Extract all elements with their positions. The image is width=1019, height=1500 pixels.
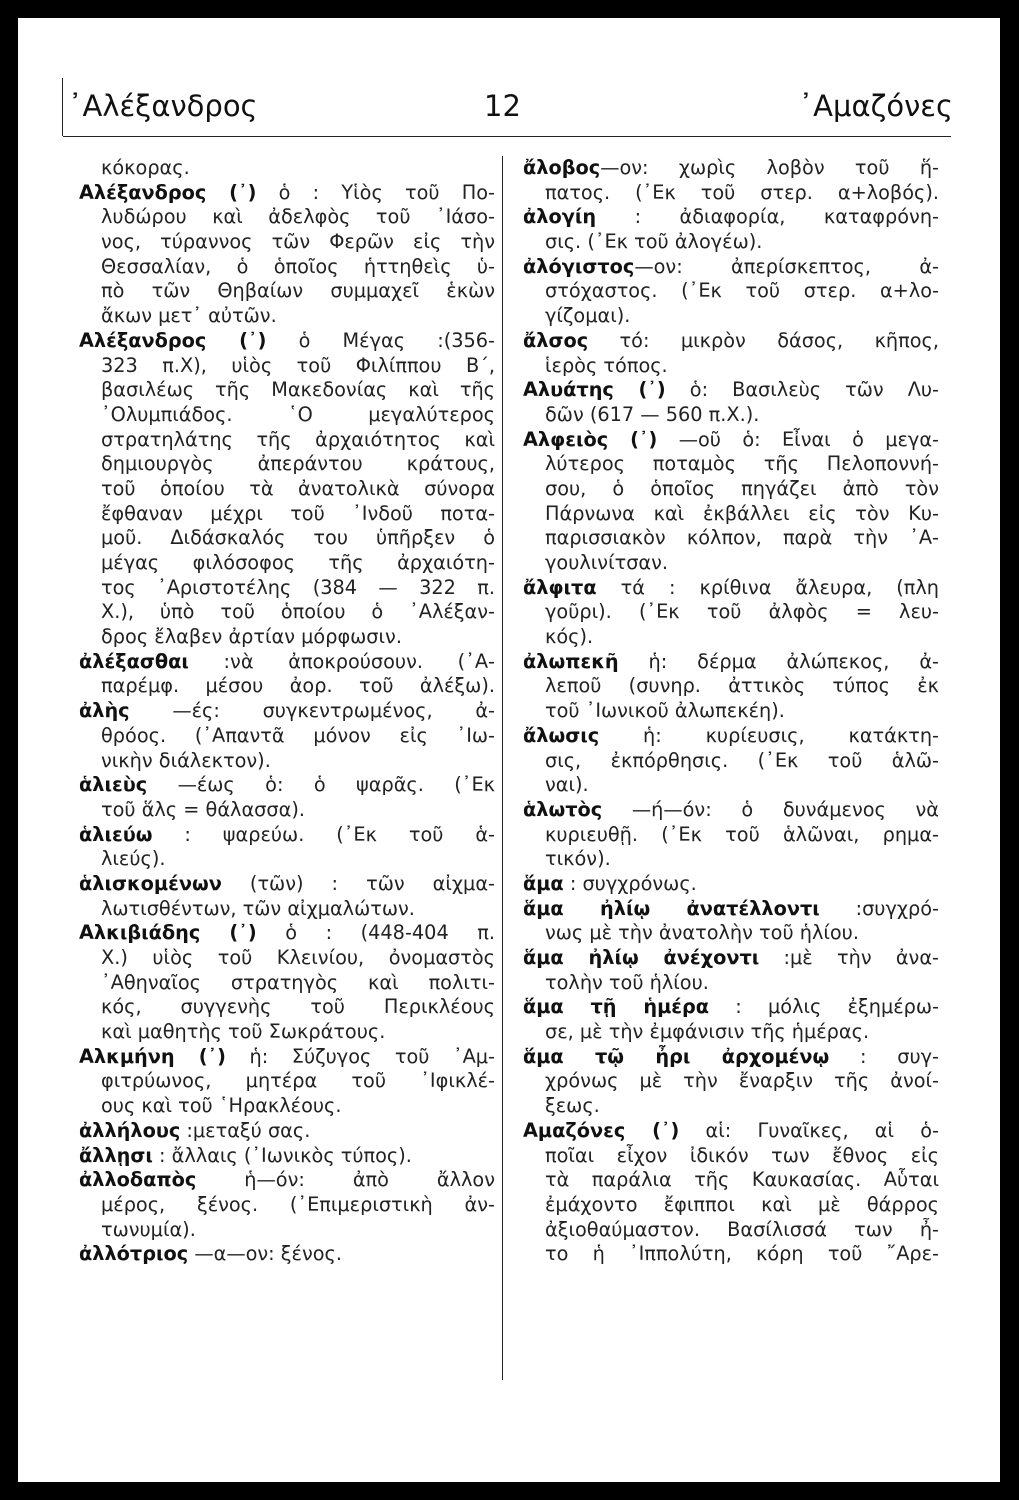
header-rule — [63, 136, 951, 137]
entry-text: μέγας φιλόσοφος τῆς ἀρχαιότη- — [101, 551, 495, 574]
entry-continuation-line — [79, 452, 495, 477]
dictionary-entry — [523, 428, 939, 453]
entry-continuation-line — [523, 674, 939, 699]
entry-continuation-line — [79, 576, 495, 601]
entry-text: ἡ: κυρίευσις, κατάκτη- — [599, 723, 939, 747]
entry-continuation-line — [79, 255, 495, 280]
dictionary-entry — [523, 329, 939, 354]
entry-text: :νὰ ἀποκρούσουν. (᾿Α- — [188, 649, 495, 673]
entry-continuation-line — [523, 971, 939, 996]
dictionary-entry — [523, 724, 939, 749]
entry-text: :μεταξύ σας. — [180, 1118, 311, 1142]
entry-text: Χ.) υἱὸς τοῦ Κλεινίου, ὀνομαστὸς — [101, 946, 495, 969]
dictionary-entry — [79, 699, 495, 724]
entry-continuation-line — [79, 1069, 495, 1094]
dictionary-entry — [79, 181, 495, 206]
entry-text: τοῦ ὁποίου τὰ ἀνατολικὰ σύνορα — [101, 476, 495, 500]
entry-continuation-line — [523, 1069, 939, 1094]
entry-continuation-line — [79, 1218, 495, 1243]
running-head-right: ᾿Αμαζόνες — [798, 89, 953, 123]
entry-continuation-line — [523, 403, 939, 428]
entry-text: ᾿Αθηναῖος στρατηγὸς καὶ πολιτι- — [101, 970, 495, 994]
entry-text: δημιουργὸς ἀπεράντου κράτους, — [101, 452, 495, 476]
entry-continuation-line — [79, 551, 495, 576]
entry-headword: ἄλωσις — [523, 723, 600, 747]
entry-headword: Αλέξανδρος (᾿) — [79, 328, 267, 352]
entry-continuation-line — [523, 526, 939, 551]
entry-continuation-line — [523, 1020, 939, 1045]
entry-text: ποῖαι εἶχον ἰδικόν των ἔθνος εἰς — [545, 1143, 939, 1167]
entry-headword: Αλκιβιάδης (᾿) — [79, 921, 257, 945]
entry-text: μοῦ. Διδάσκαλός του ὑπῆρξεν ὁ — [101, 526, 495, 550]
entry-continuation-line — [79, 749, 495, 774]
dictionary-entry — [79, 1168, 495, 1193]
entry-continuation-line — [523, 921, 939, 946]
entry-headword: ἁλισκομένων — [79, 871, 222, 895]
entry-text: τοῦ ἅλς = θάλασσα). — [101, 797, 305, 821]
entry-headword: ἀλλήλους — [79, 1118, 181, 1142]
entry-headword: ἀλόγιστος — [523, 254, 635, 278]
entry-text: γουλινίτσαν. — [545, 551, 669, 574]
entry-text: ἡ: δέρμα ἀλώπεκος, ἀ- — [618, 649, 939, 673]
dictionary-entry — [79, 650, 495, 675]
entry-continuation-line — [523, 625, 939, 650]
entry-text: δρος ἔλαβεν ἀρτίαν μόρφωσιν. — [101, 625, 402, 649]
entry-continuation-line — [523, 477, 939, 502]
entry-text: :συγχρό- — [819, 896, 939, 920]
dictionary-entry — [79, 1242, 495, 1267]
entry-headword: ἀλωπεκῆ — [523, 649, 619, 673]
entry-headword: Αλκμήνη (᾿) — [79, 1044, 226, 1068]
entry-text: στόχαστος. (᾿Εκ τοῦ στερ. α+λο- — [545, 279, 939, 303]
entry-continuation-line — [523, 452, 939, 477]
entry-text: : συγ- — [829, 1044, 939, 1068]
entry-text: παρέμφ. μέσου ἀορ. τοῦ ἀλέξω). — [101, 674, 495, 698]
entry-headword: ἄλσος — [523, 328, 589, 352]
entry-continuation-line — [523, 1168, 939, 1193]
entry-headword: ἄλλῃσι — [79, 1143, 153, 1167]
entry-text: τὰ παράλια τῆς Καυκασίας. Αὗται — [545, 1168, 939, 1192]
entry-headword: ἀλογίη — [523, 205, 597, 229]
entry-text: ὁ : (448-404 π. — [256, 921, 495, 945]
entry-text: ἱερὸς τόπος. — [545, 353, 668, 377]
entry-continuation-line — [79, 674, 495, 699]
entry-continuation-line — [79, 971, 495, 996]
entry-text: πατος. (᾿Εκ τοῦ στερ. α+λοβός). — [545, 180, 939, 204]
entry-text: θρόος. (᾿Απαντᾶ μόνον εἰς ᾿Ιω- — [101, 723, 495, 747]
page-number: 12 — [484, 89, 521, 123]
entry-text: ἡ: Σύζυγος τοῦ ᾿Αμ- — [226, 1044, 495, 1068]
entry-text: : συγχρόνως. — [563, 871, 697, 895]
entry-continuation-line — [79, 724, 495, 749]
entry-continuation-line — [79, 230, 495, 255]
dictionary-entry — [523, 1119, 939, 1144]
entry-continuation-line — [523, 600, 939, 625]
entry-headword: Αλφειὸς (᾿) — [523, 427, 658, 451]
dictionary-entry — [523, 995, 939, 1020]
entry-text: —έως ὁ: ὁ ψαρᾶς. (᾿Εκ — [147, 773, 495, 797]
entry-text: : ἀδιαφορία, καταφρόνη- — [596, 205, 939, 229]
entry-text: το ἡ ᾿Ιππολύτη, κόρη τοῦ ῎Αρε- — [545, 1242, 939, 1266]
entry-continuation-line — [79, 477, 495, 502]
entry-text: νικὴν διάλεκτον). — [101, 748, 271, 772]
entry-continuation-line — [79, 378, 495, 403]
column-divider — [502, 156, 503, 1380]
entry-continuation-line — [523, 749, 939, 774]
dictionary-entry — [523, 650, 939, 675]
entry-headword: ἅμα τῇ ἡμέρα — [523, 995, 710, 1019]
entry-text: τολὴν τοῦ ἡλίου. — [545, 970, 709, 994]
entry-headword: ἀλὴς — [79, 699, 130, 723]
entry-continuation-line — [79, 502, 495, 527]
entry-text: νος, τύραννος τῶν Φερῶν εἰς τὴν — [101, 230, 495, 254]
entry-text: ἡ—όν: ἀπὸ ἄλλον — [196, 1168, 495, 1192]
entry-text: καὶ μαθητὴς τοῦ Σωκράτους. — [101, 1020, 386, 1044]
entry-text: —οῦ ὁ: Εἶναι ὁ μεγα- — [657, 427, 939, 451]
entry-text: στρατηλάτης τῆς ἀρχαιότητος καὶ — [101, 427, 495, 451]
entry-text: κόκορας. — [101, 156, 190, 179]
dictionary-entry — [523, 378, 939, 403]
entry-headword: ἅμα ἠλίῳ ἀνέχοντι — [523, 946, 760, 969]
entry-text: —ον: χωρὶς λοβὸν τοῦ ἥ- — [600, 156, 939, 179]
entry-continuation-line — [523, 279, 939, 304]
entry-text: ἀξιοθαύμαστον. Βασίλισσά των ἦ- — [545, 1217, 939, 1241]
entry-text: λιεύς). — [101, 847, 166, 871]
dictionary-entry — [79, 1045, 495, 1070]
entry-text: αἱ: Γυναῖκες, αἱ ὁ- — [679, 1118, 939, 1142]
entry-text: : μόλις ἐξημέρω- — [709, 995, 939, 1019]
entry-text: ὁ Μέγας :(356- — [266, 328, 495, 352]
entry-continuation-line — [79, 946, 495, 971]
dictionary-entry — [523, 897, 939, 922]
entry-text: —α—ον: ξένος. — [188, 1242, 342, 1266]
entry-text: λεποῦ (συνηρ. ἀττικὸς τύπος ἐκ — [545, 674, 939, 698]
dictionary-entry — [523, 946, 939, 971]
entry-text: —ή—όν: ὁ δυνάμενος νὰ — [602, 797, 939, 821]
entry-text: τος ᾿Αριστοτέλης (384 — 322 π. — [101, 575, 495, 599]
entry-text: τά : κρίθινα ἄλευρα, (πλη — [596, 575, 939, 599]
entry-text: φιτρύωνος, μητέρα τοῦ ᾿Ιφικλέ- — [101, 1069, 495, 1093]
dictionary-entry — [79, 823, 495, 848]
entry-continuation-line — [523, 1144, 939, 1169]
dictionary-entry — [523, 1045, 939, 1070]
entry-continuation-line — [523, 1094, 939, 1119]
entry-text: τό: μικρὸν δάσος, κῆπος, — [588, 328, 939, 352]
entry-text: ὁ: Βασιλεὺς τῶν Λυ- — [665, 378, 939, 402]
entry-text: ἔφθαναν μέχρι τοῦ ᾿Ινδοῦ ποτα- — [101, 501, 495, 525]
entry-text: : ψαρεύω. (᾿Εκ τοῦ ἁ- — [152, 822, 495, 846]
entry-continuation-line — [523, 304, 939, 329]
entry-text: 323 π.Χ), υἱὸς τοῦ Φιλίππου Β΄, — [101, 353, 495, 377]
entry-text: ἐμάχοντο ἔφιπποι καὶ μὲ θάρρος — [545, 1192, 939, 1216]
entry-continuation-line — [79, 897, 495, 922]
entry-headword: ἅμα — [523, 871, 564, 895]
dictionary-entry — [79, 329, 495, 354]
entry-continuation-line — [79, 1094, 495, 1119]
entry-text: σις. (᾿Εκ τοῦ ἀλογέω). — [545, 230, 763, 254]
header-tick-rule — [62, 78, 63, 136]
dictionary-entry — [523, 156, 939, 181]
entry-headword: ἁλιεὺς — [79, 773, 148, 797]
left-column — [79, 156, 495, 1267]
entry-text: κυριευθῇ. (᾿Εκ τοῦ ἁλῶναι, ρημα- — [545, 822, 939, 846]
entry-text: βασιλέως τῆς Μακεδονίας καὶ τῆς — [101, 378, 495, 402]
entry-text: ᾿Ολυμπιάδος. ῾Ο μεγαλύτερος — [101, 402, 495, 426]
entry-headword: ἅμα τῷ ἦρι ἀρχομένῳ — [523, 1044, 830, 1068]
dictionary-entry — [523, 576, 939, 601]
entry-text: χρόνως μὲ τὴν ἔναρξιν τῆς ἀνοί- — [545, 1069, 939, 1093]
dictionary-entry — [523, 205, 939, 230]
right-column — [523, 156, 939, 1267]
entry-continuation-line — [523, 1218, 939, 1243]
entry-text: ἄκων μετ᾿ αὐτῶν. — [101, 304, 277, 328]
entry-headword: ἄλφιτα — [523, 575, 597, 599]
entry-continuation-line — [79, 403, 495, 428]
entry-headword: ἄλοβος — [523, 156, 601, 179]
entry-text: (τῶν) : τῶν αἰχμα- — [221, 871, 495, 895]
entry-text: :μὲ τὴν ἀνα- — [759, 946, 939, 969]
entry-continuation-line — [79, 304, 495, 329]
entry-continuation-line — [79, 354, 495, 379]
dictionary-entry — [523, 255, 939, 280]
entry-continuation-line — [79, 1193, 495, 1218]
entry-continuation-line — [523, 551, 939, 576]
entry-text: παρισσιακὸν κόλπον, παρὰ τὴν ᾿Α- — [545, 526, 939, 550]
entry-text: σε, μὲ τὴν ἐμφάνισιν τῆς ἡμέρας. — [545, 1020, 870, 1044]
dictionary-entry — [79, 1119, 495, 1144]
entry-continuation-line — [523, 1242, 939, 1267]
entry-text: —ές: συγκεντρωμένος, ἀ- — [129, 699, 495, 723]
entry-text: σις, ἐκπόρθησις. (᾿Εκ τοῦ ἁλῶ- — [545, 748, 939, 772]
entry-continuation-line — [523, 230, 939, 255]
entry-continuation-line — [523, 699, 939, 724]
entry-text: τωνυμία). — [101, 1217, 196, 1241]
entry-headword: ἁλωτὸς — [523, 797, 603, 821]
entry-continuation-line — [79, 156, 495, 181]
entry-text: τικόν). — [545, 847, 611, 871]
entry-continuation-line — [79, 847, 495, 872]
entry-continuation-line — [523, 354, 939, 379]
entry-text: γοῦρι). (᾿Εκ τοῦ ἀλφὸς = λευ- — [545, 600, 939, 624]
entry-headword: Αμαζόνες (᾿) — [523, 1118, 680, 1142]
entry-text: σου, ὁ ὁποῖος πηγάζει ἀπὸ τὸν — [545, 476, 939, 500]
entry-text: λύτερος ποταμὸς τῆς Πελοποννή- — [545, 452, 939, 476]
entry-text: : ἄλλαις (᾿Ιωνικὸς τύπος). — [152, 1143, 412, 1167]
entry-text: Θεσσαλίαν, ὁ ὁποῖος ἡττηθεὶς ὑ- — [101, 254, 495, 278]
entry-text: μέρος, ξένος. (᾿Επιμεριστικὴ ἀν- — [101, 1192, 495, 1216]
dictionary-entry — [523, 872, 939, 897]
entry-headword: Αλέξανδρος (᾿) — [79, 180, 257, 204]
entry-text: ξεως. — [545, 1094, 600, 1118]
entry-continuation-line — [79, 625, 495, 650]
dictionary-entry — [523, 798, 939, 823]
entry-continuation-line — [523, 1193, 939, 1218]
entry-text: κός, συγγενὴς τοῦ Περικλέους — [101, 995, 495, 1019]
entry-text: ναι). — [545, 773, 589, 797]
entry-continuation-line — [523, 847, 939, 872]
entry-continuation-line — [523, 773, 939, 798]
entry-continuation-line — [79, 1020, 495, 1045]
entry-text: Πάρνωνα καὶ ἐκβάλλει εἰς τὸν Κυ- — [545, 501, 939, 525]
entry-headword: ἅμα ἠλίῳ ἀνατέλλοντι — [523, 896, 820, 920]
dictionary-entry — [79, 1144, 495, 1169]
entry-headword: ἁλιεύω — [79, 822, 153, 846]
entry-text: ους καὶ τοῦ ῾Ηρακλέους. — [101, 1094, 342, 1118]
dictionary-entry — [79, 921, 495, 946]
entry-text: ὁ : Υἱὸς τοῦ Πο- — [256, 180, 495, 204]
entry-continuation-line — [79, 526, 495, 551]
entry-continuation-line — [79, 279, 495, 304]
entry-text: τοῦ ᾿Ιωνικοῦ ἀλωπεκέη). — [545, 699, 785, 723]
entry-headword: Αλυάτης (᾿) — [523, 378, 666, 402]
entry-text: δῶν (617 — 560 π.Χ.). — [545, 402, 760, 426]
entry-headword: ἀλλότριος — [79, 1242, 189, 1266]
entry-text: γίζομαι). — [545, 304, 631, 328]
entry-continuation-line — [79, 600, 495, 625]
entry-text: κός). — [545, 625, 594, 649]
entry-headword: ἀλέξασθαι — [79, 649, 189, 673]
entry-text: —ον: ἀπερίσκεπτος, ἀ- — [634, 254, 939, 278]
entry-continuation-line — [523, 502, 939, 527]
entry-continuation-line — [79, 428, 495, 453]
dictionary-entry — [79, 872, 495, 897]
entry-headword: ἀλλοδαπὸς — [79, 1168, 197, 1192]
entry-text: Χ.), ὑπὸ τοῦ ὁποίου ὁ ᾿Αλέξαν- — [101, 600, 495, 624]
entry-text: πὸ τῶν Θηβαίων συμμαχεῖ ἑκὼν — [101, 279, 495, 303]
entry-continuation-line — [523, 181, 939, 206]
entry-text: λωτισθέντων, τῶν αἰχμαλώτων. — [101, 896, 415, 920]
entry-continuation-line — [79, 205, 495, 230]
running-head-left: ᾿Αλέξανδρος — [68, 89, 258, 123]
entry-text: λυδώρου καὶ ἀδελφὸς τοῦ ᾿Ιάσο- — [101, 205, 495, 229]
dictionary-entry — [79, 773, 495, 798]
entry-continuation-line — [79, 798, 495, 823]
dictionary-page — [18, 18, 1000, 1482]
entry-continuation-line — [523, 823, 939, 848]
entry-continuation-line — [79, 995, 495, 1020]
entry-text: νως μὲ τὴν ἀνατολὴν τοῦ ἡλίου. — [545, 921, 859, 945]
